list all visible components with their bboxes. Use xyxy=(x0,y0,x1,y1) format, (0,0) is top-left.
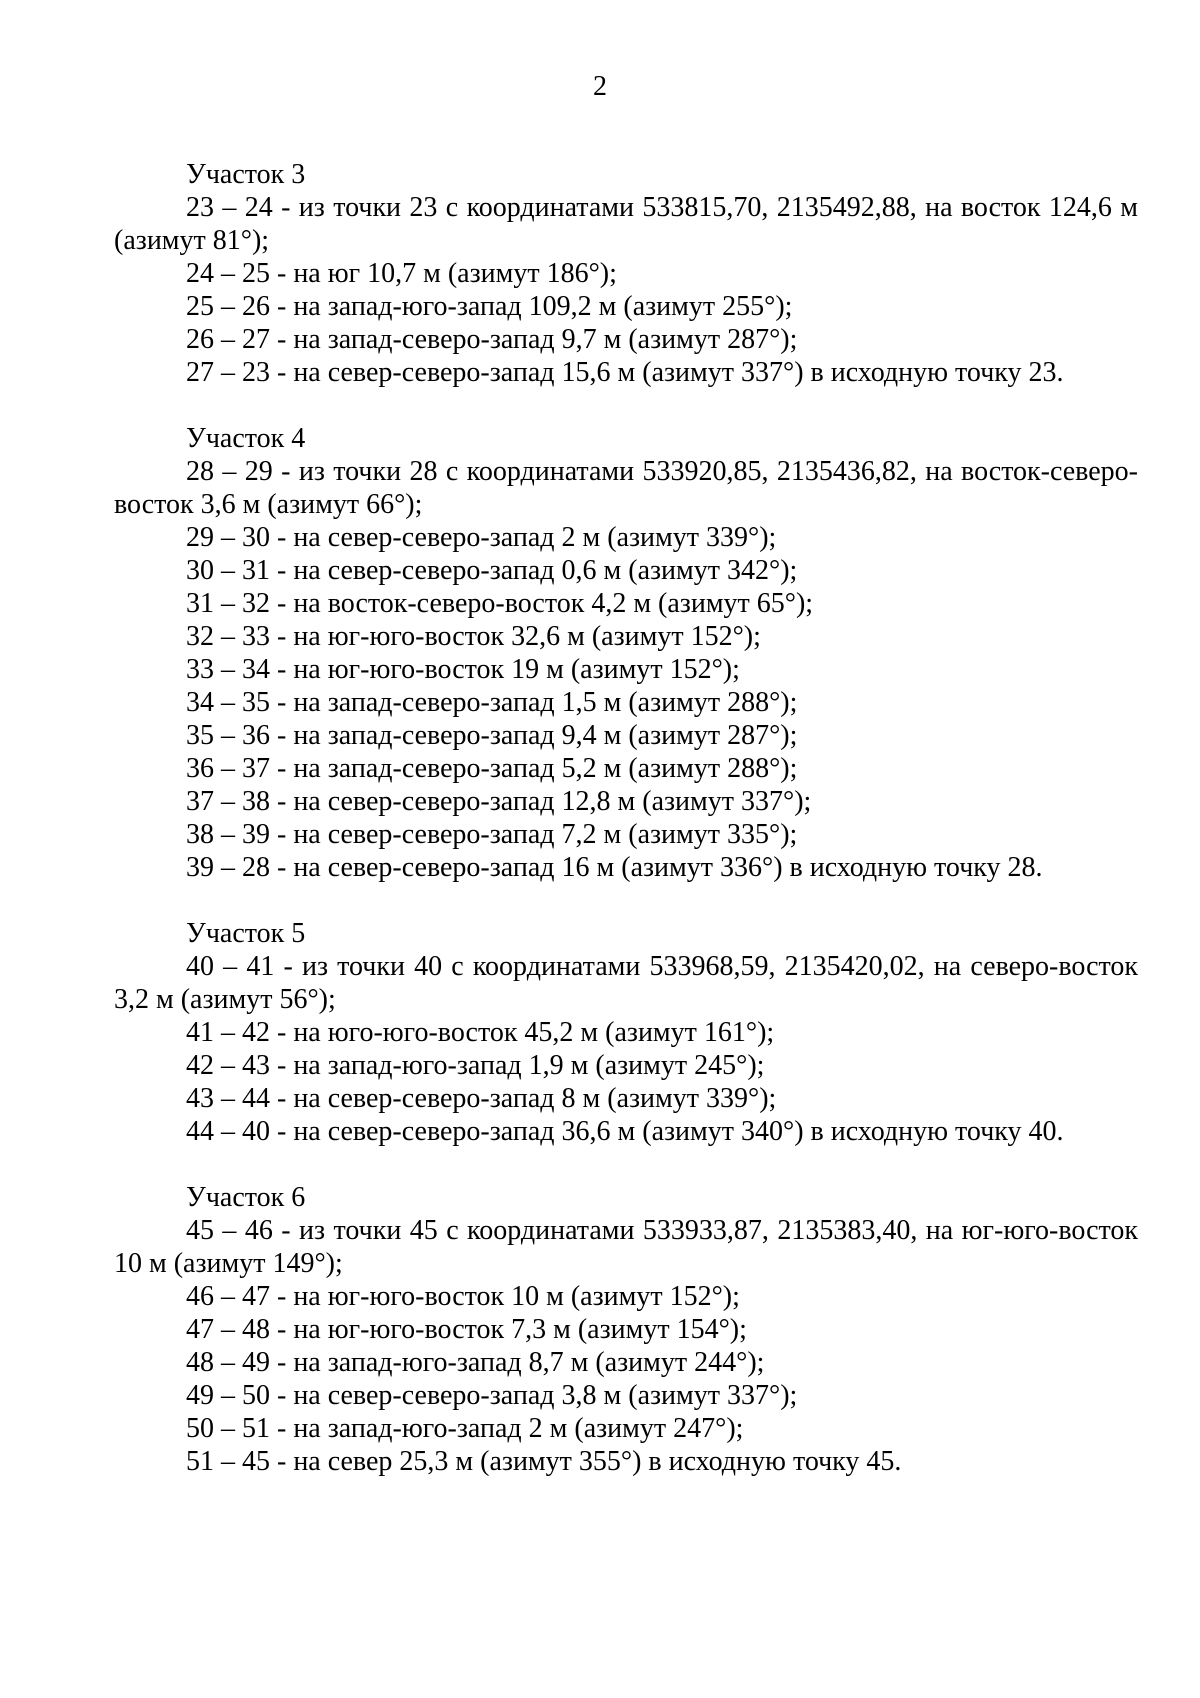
section-plot-5 xyxy=(114,917,1138,1148)
page-number: 2 xyxy=(593,71,607,102)
section-heading: Участок 3 xyxy=(186,159,306,190)
boundary-line: 49 – 50 - на север-северо-запад 3,8 м (азимут 337°); xyxy=(186,1380,798,1411)
section-plot-6 xyxy=(114,1181,1138,1478)
section-heading: Участок 4 xyxy=(186,423,306,454)
boundary-line: 44 – 40 - на север-северо-запад 36,6 м (азимут 340°) в исходную точку 40. xyxy=(186,1116,1064,1147)
boundary-line: 27 – 23 - на север-северо-запад 15,6 м (азимут 337°) в исходную точку 23. xyxy=(186,357,1064,388)
boundary-line: 51 – 45 - на север 25,3 м (азимут 355°) в исходную точку 45. xyxy=(186,1446,902,1477)
boundary-line: 29 – 30 - на север-северо-запад 2 м (азимут 339°); xyxy=(186,522,777,553)
boundary-line: 33 – 34 - на юг-юго-восток 19 м (азимут 152°); xyxy=(186,654,740,685)
boundary-line: 41 – 42 - на юго-юго-восток 45,2 м (азимут 161°); xyxy=(186,1017,775,1048)
boundary-line: 34 – 35 - на запад-северо-запад 1,5 м (азимут 288°); xyxy=(186,687,798,718)
boundary-line: 24 – 25 - на юг 10,7 м (азимут 186°); xyxy=(186,258,617,289)
section-plot-3 xyxy=(114,158,1138,389)
boundary-line: 32 – 33 - на юг-юго-восток 32,6 м (азимут 152°); xyxy=(186,621,761,652)
boundary-line: 48 – 49 - на запад-юго-запад 8,7 м (азимут 244°); xyxy=(186,1347,765,1378)
section-heading: Участок 5 xyxy=(186,918,306,949)
boundary-line: 30 – 31 - на север-северо-запад 0,6 м (азимут 342°); xyxy=(186,555,798,586)
boundary-line: 23 – 24 - из точки 23 с координатами 533815,70, 2135492,88, на восток 124,6 м (азимут 81°); xyxy=(114,192,1138,256)
boundary-line: 45 – 46 - из точки 45 с координатами 533933,87, 2135383,40, на юг-юго-восток 10 м (азимут 149°); xyxy=(114,1215,1138,1279)
boundary-line: 26 – 27 - на запад-северо-запад 9,7 м (азимут 287°); xyxy=(186,324,798,355)
boundary-line: 43 – 44 - на север-северо-запад 8 м (азимут 339°); xyxy=(186,1083,777,1114)
boundary-line: 39 – 28 - на север-северо-запад 16 м (азимут 336°) в исходную точку 28. xyxy=(186,852,1043,883)
boundary-line: 42 – 43 - на запад-юго-запад 1,9 м (азимут 245°); xyxy=(186,1050,765,1081)
section-plot-4 xyxy=(114,422,1138,884)
boundary-line: 36 – 37 - на запад-северо-запад 5,2 м (азимут 288°); xyxy=(186,753,798,784)
section-heading: Участок 6 xyxy=(186,1182,306,1213)
boundary-line: 47 – 48 - на юг-юго-восток 7,3 м (азимут 154°); xyxy=(186,1314,747,1345)
boundary-line: 46 – 47 - на юг-юго-восток 10 м (азимут 152°); xyxy=(186,1281,740,1312)
boundary-line: 35 – 36 - на запад-северо-запад 9,4 м (азимут 287°); xyxy=(186,720,798,751)
boundary-line: 31 – 32 - на восток-северо-восток 4,2 м (азимут 65°); xyxy=(186,588,814,619)
document-body xyxy=(114,158,1138,1511)
boundary-line: 50 – 51 - на запад-юго-запад 2 м (азимут 247°); xyxy=(186,1413,744,1444)
boundary-line: 28 – 29 - из точки 28 с координатами 533920,85, 2135436,82, на восток-северо-восток 3,6 м (азимут 66°); xyxy=(114,456,1138,520)
boundary-line: 37 – 38 - на север-северо-запад 12,8 м (азимут 337°); xyxy=(186,786,812,817)
boundary-line: 25 – 26 - на запад-юго-запад 109,2 м (азимут 255°); xyxy=(186,291,793,322)
boundary-line: 38 – 39 - на север-северо-запад 7,2 м (азимут 335°); xyxy=(186,819,798,850)
boundary-line: 40 – 41 - из точки 40 с координатами 533968,59, 2135420,02, на северо-восток 3,2 м (азимут 56°); xyxy=(114,951,1138,1015)
